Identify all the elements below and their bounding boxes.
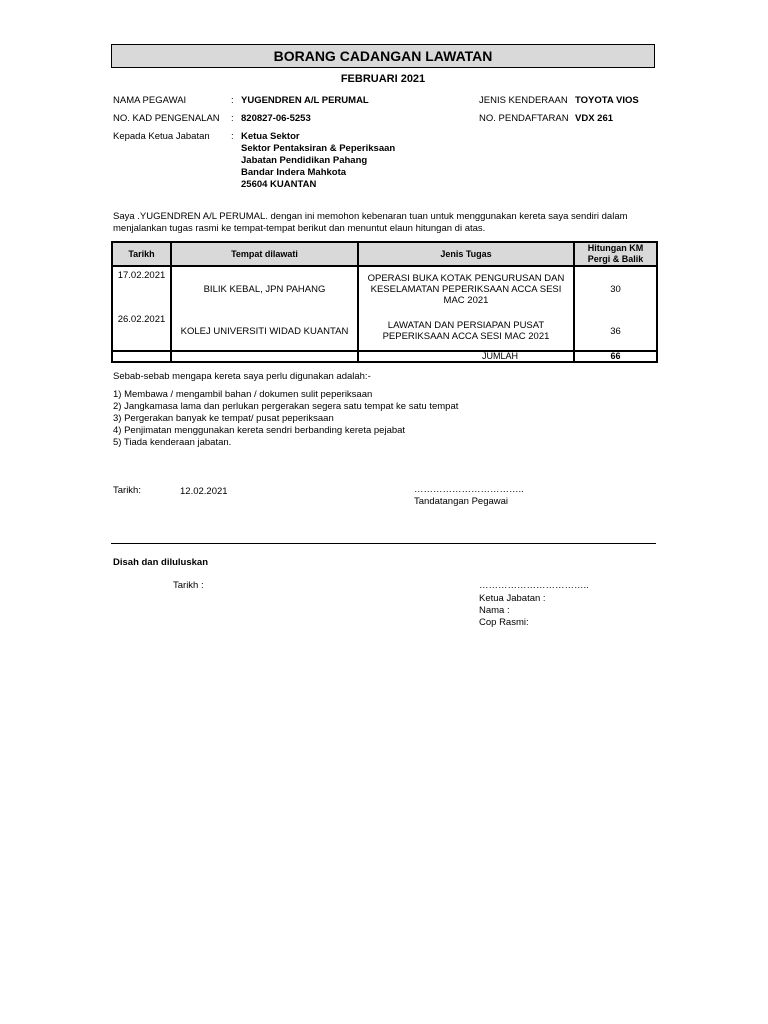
visits-table bbox=[111, 241, 658, 363]
row-km: 36 bbox=[574, 312, 657, 351]
signature-dots: …………………………….. bbox=[414, 484, 524, 495]
row-tugas: LAWATAN DAN PERSIAPAN PUSAT PEPERIKSAAN ACCA SESI MAC 2021 bbox=[358, 312, 574, 351]
kepada-label: Kepada Ketua Jabatan bbox=[113, 131, 210, 142]
header-km: Hitungan KM Pergi & Balik bbox=[574, 242, 657, 266]
approval-ketua: Ketua Jabatan : bbox=[479, 593, 546, 604]
pendaftaran-value: VDX 261 bbox=[575, 113, 614, 124]
sign-tarikh-label: Tarikh: bbox=[113, 485, 141, 496]
header-tempat: Tempat dilawati bbox=[171, 242, 358, 266]
form-month: FEBRUARI 2021 bbox=[340, 73, 426, 85]
table-header-row bbox=[112, 242, 657, 266]
sign-tarikh-value: 12.02.2021 bbox=[180, 486, 228, 497]
nama-colon: : bbox=[231, 95, 234, 106]
reason-item: 5) Tiada kenderaan jabatan. bbox=[113, 437, 232, 448]
row-tarikh: 26.02.2021 bbox=[112, 312, 171, 351]
intro-line-2: menjalankan tugas rasmi ke tempat-tempat berikut dan menuntut elaun hitungan di atas. bbox=[113, 223, 486, 234]
row-tugas: OPERASI BUKA KOTAK PENGURUSAN DAN KESELAMATAN PEPERIKSAAN ACCA SESI MAC 2021 bbox=[358, 266, 574, 312]
address-line: 25604 KUANTAN bbox=[241, 179, 317, 190]
address-line: Sektor Pentaksiran & Peperiksaan bbox=[241, 143, 396, 154]
approval-tarikh-label: Tarikh : bbox=[173, 580, 204, 591]
total-value: 66 bbox=[574, 351, 657, 362]
address-block bbox=[241, 131, 395, 191]
approval-dots: …………………………….. bbox=[479, 580, 589, 591]
reasons-heading: Sebab-sebab mengapa kereta saya perlu digunakan adalah:- bbox=[113, 371, 371, 382]
kad-value: 820827-06-5253 bbox=[241, 113, 311, 124]
pendaftaran-label: NO. PENDAFTARAN bbox=[479, 113, 569, 124]
kenderaan-label: JENIS KENDERAAN bbox=[479, 95, 568, 106]
approval-nama: Nama : bbox=[479, 605, 510, 616]
total-empty-cell bbox=[112, 351, 171, 362]
address-line: Jabatan Pendidikan Pahang bbox=[241, 155, 368, 166]
nama-label: NAMA PEGAWAI bbox=[113, 95, 187, 106]
total-label: JUMLAH bbox=[358, 351, 574, 362]
header-tarikh: Tarikh bbox=[112, 242, 171, 266]
address-line: Ketua Sektor bbox=[241, 131, 300, 142]
approval-cop: Cop Rasmi: bbox=[479, 617, 529, 628]
signature-label: Tandatangan Pegawai bbox=[414, 496, 509, 507]
divider bbox=[111, 543, 656, 544]
reason-item: 3) Pergerakan banyak ke tempat/ pusat peperiksaan bbox=[113, 413, 334, 424]
approval-heading: Disah dan diluluskan bbox=[113, 557, 209, 568]
table-row bbox=[112, 312, 657, 351]
row-tempat: BILIK KEBAL, JPN PAHANG bbox=[171, 266, 358, 312]
reasons-list bbox=[113, 389, 458, 449]
row-tempat: KOLEJ UNIVERSITI WIDAD KUANTAN bbox=[171, 312, 358, 351]
kenderaan-value: TOYOTA VIOS bbox=[575, 95, 639, 106]
table-total-row bbox=[112, 351, 657, 362]
table-row bbox=[112, 266, 657, 312]
header-tugas: Jenis Tugas bbox=[358, 242, 574, 266]
row-tarikh: 17.02.2021 bbox=[112, 266, 171, 312]
row-km: 30 bbox=[574, 266, 657, 312]
kepada-colon: : bbox=[231, 131, 234, 142]
form-title: BORANG CADANGAN LAWATAN bbox=[111, 44, 655, 68]
kad-colon: : bbox=[231, 113, 234, 124]
address-line: Bandar Indera Mahkota bbox=[241, 167, 347, 178]
reason-item: 2) Jangkamasa lama dan perlukan pergerakan segera satu tempat ke satu tempat bbox=[113, 401, 459, 412]
total-empty-cell bbox=[171, 351, 358, 362]
nama-value: YUGENDREN A/L PERUMAL bbox=[241, 95, 369, 106]
kad-label: NO. KAD PENGENALAN bbox=[113, 113, 220, 124]
reason-item: 1) Membawa / mengambil bahan / dokumen sulit peperiksaan bbox=[113, 389, 373, 400]
reason-item: 4) Penjimatan menggunakan kereta sendri berbanding kereta pejabat bbox=[113, 425, 406, 436]
intro-line-1: Saya .YUGENDREN A/L PERUMAL. dengan ini memohon kebenaran tuan untuk menggunakan kereta saya sendiri dalam bbox=[113, 211, 628, 222]
